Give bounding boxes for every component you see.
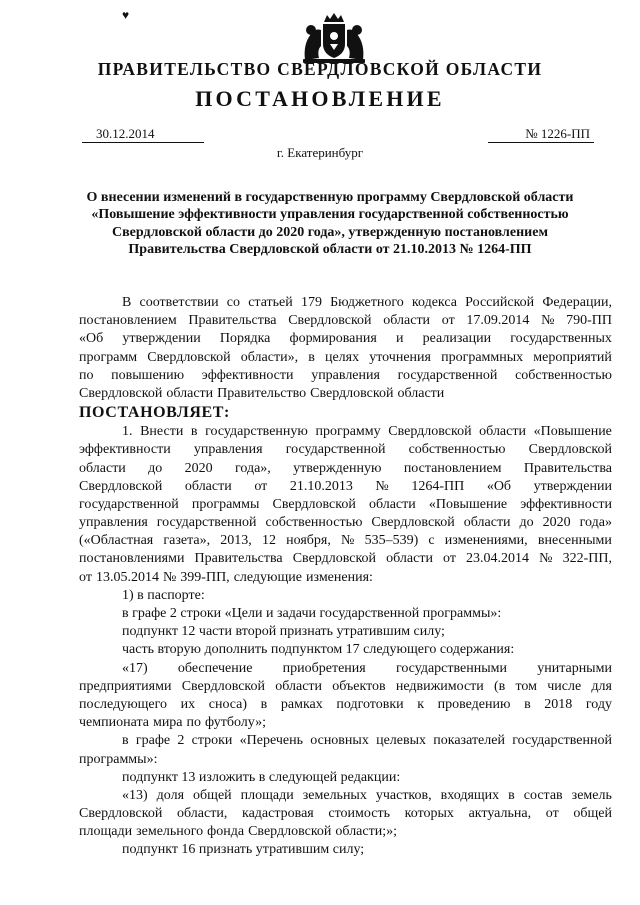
document-type: ПОСТАНОВЛЕНИЕ — [195, 86, 445, 111]
title-line: Свердловской области до 2020 года», утвержденную постановлением — [112, 224, 548, 240]
body-line: программ Свердловской области», в целях уточнения программных мероприятий — [79, 349, 612, 365]
body-line: 1) в паспорте: — [122, 587, 205, 603]
body-line: в графе 2 строки «Цели и задачи государственной программы»: — [122, 606, 502, 621]
body-line: «13) доля общей площади земельных участков, входящих в состав земель — [122, 787, 612, 803]
document-city: г. Екатеринбург — [276, 145, 364, 160]
body-line: государственной программы Свердловской области «Повышение эффективности — [79, 496, 612, 512]
title-line: О внесении изменений в государственную программу Свердловской области — [86, 190, 574, 205]
body-line: предприятиями Свердловской области объектов недвижимости (в том числе для — [79, 678, 612, 694]
body-line: подпункт 12 части второй признать утратившим силу; — [122, 624, 445, 640]
body-line: подпункт 13 изложить в следующей редакции: — [122, 769, 401, 785]
body-line: («Областная газета», 2013, 12 ноября, № 535–539) с изменениями, внесенными — [79, 533, 612, 549]
body-line: постановлениями Правительства Свердловской области от 23.04.2014 № 322-ПП, — [79, 551, 612, 567]
decree-word: ПОСТАНОВЛЯЕТ: — [79, 404, 230, 422]
corner-mark: ♥ — [122, 8, 130, 22]
body-line: от 13.05.2014 № 399-ПП, следующие изменения: — [79, 569, 373, 585]
document-date: 30.12.2014 — [82, 126, 204, 143]
body-line: Свердловской области, кадастровая стоимость которых актуальна, от общей — [79, 806, 612, 822]
body-line: часть вторую дополнить подпунктом 17 следующего содержания: — [122, 642, 515, 658]
body-line: области до 2020 года», утвержденную постановлением Правительства — [79, 460, 612, 476]
body-line: программы»: — [79, 751, 158, 767]
body-line: площади земельного фонда Свердловской области;»; — [79, 824, 397, 840]
body-line: Свердловской области Правительство Свердловской области — [79, 385, 445, 401]
body-line: эффективности управления государственной собственностью Свердловской — [79, 442, 612, 458]
government-name: ПРАВИТЕЛЬСТВО СВЕРДЛОВСКОЙ ОБЛАСТИ — [97, 59, 543, 79]
document-number: № 1226-ПП — [488, 126, 594, 143]
body-line: «17) обеспечение приобретения государственными унитарными — [122, 660, 612, 676]
body-line: чемпионата мира по футболу»; — [79, 715, 267, 731]
body-line: «Об утверждении Порядка формирования и реализации государственных — [79, 331, 612, 347]
title-line: «Повышение эффективности управления государственной собственностью — [91, 207, 569, 223]
body-line: подпункт 16 признать утратившим силу; — [122, 842, 365, 858]
body-line: постановлением Правительства Свердловской области от 17.09.2014 № 790-ПП — [79, 313, 612, 329]
body-line: управления государственной собственностью Свердловской области до 2020 года» — [79, 515, 612, 531]
body-line: по повышению эффективности управления государственной собственностью — [79, 367, 612, 383]
document-title — [60, 189, 600, 258]
body-line: последующего их сноса) в рамках подготовки к проведению в 2018 году — [79, 696, 612, 712]
document-body — [79, 294, 612, 860]
title-line: Правительства Свердловской области от 21.10.2013 № 1264-ПП — [128, 241, 532, 257]
body-line: в графе 2 строки «Перечень основных целевых показателей государственной — [122, 733, 612, 749]
body-line: В соответствии со статьей 179 Бюджетного кодекса Российской Федерации, — [122, 295, 612, 310]
body-line: Свердловской области от 21.10.2013 № 1264-ПП «Об утверждении — [79, 478, 612, 494]
body-line: 1. Внести в государственную программу Свердловской области «Повышение — [122, 424, 612, 440]
